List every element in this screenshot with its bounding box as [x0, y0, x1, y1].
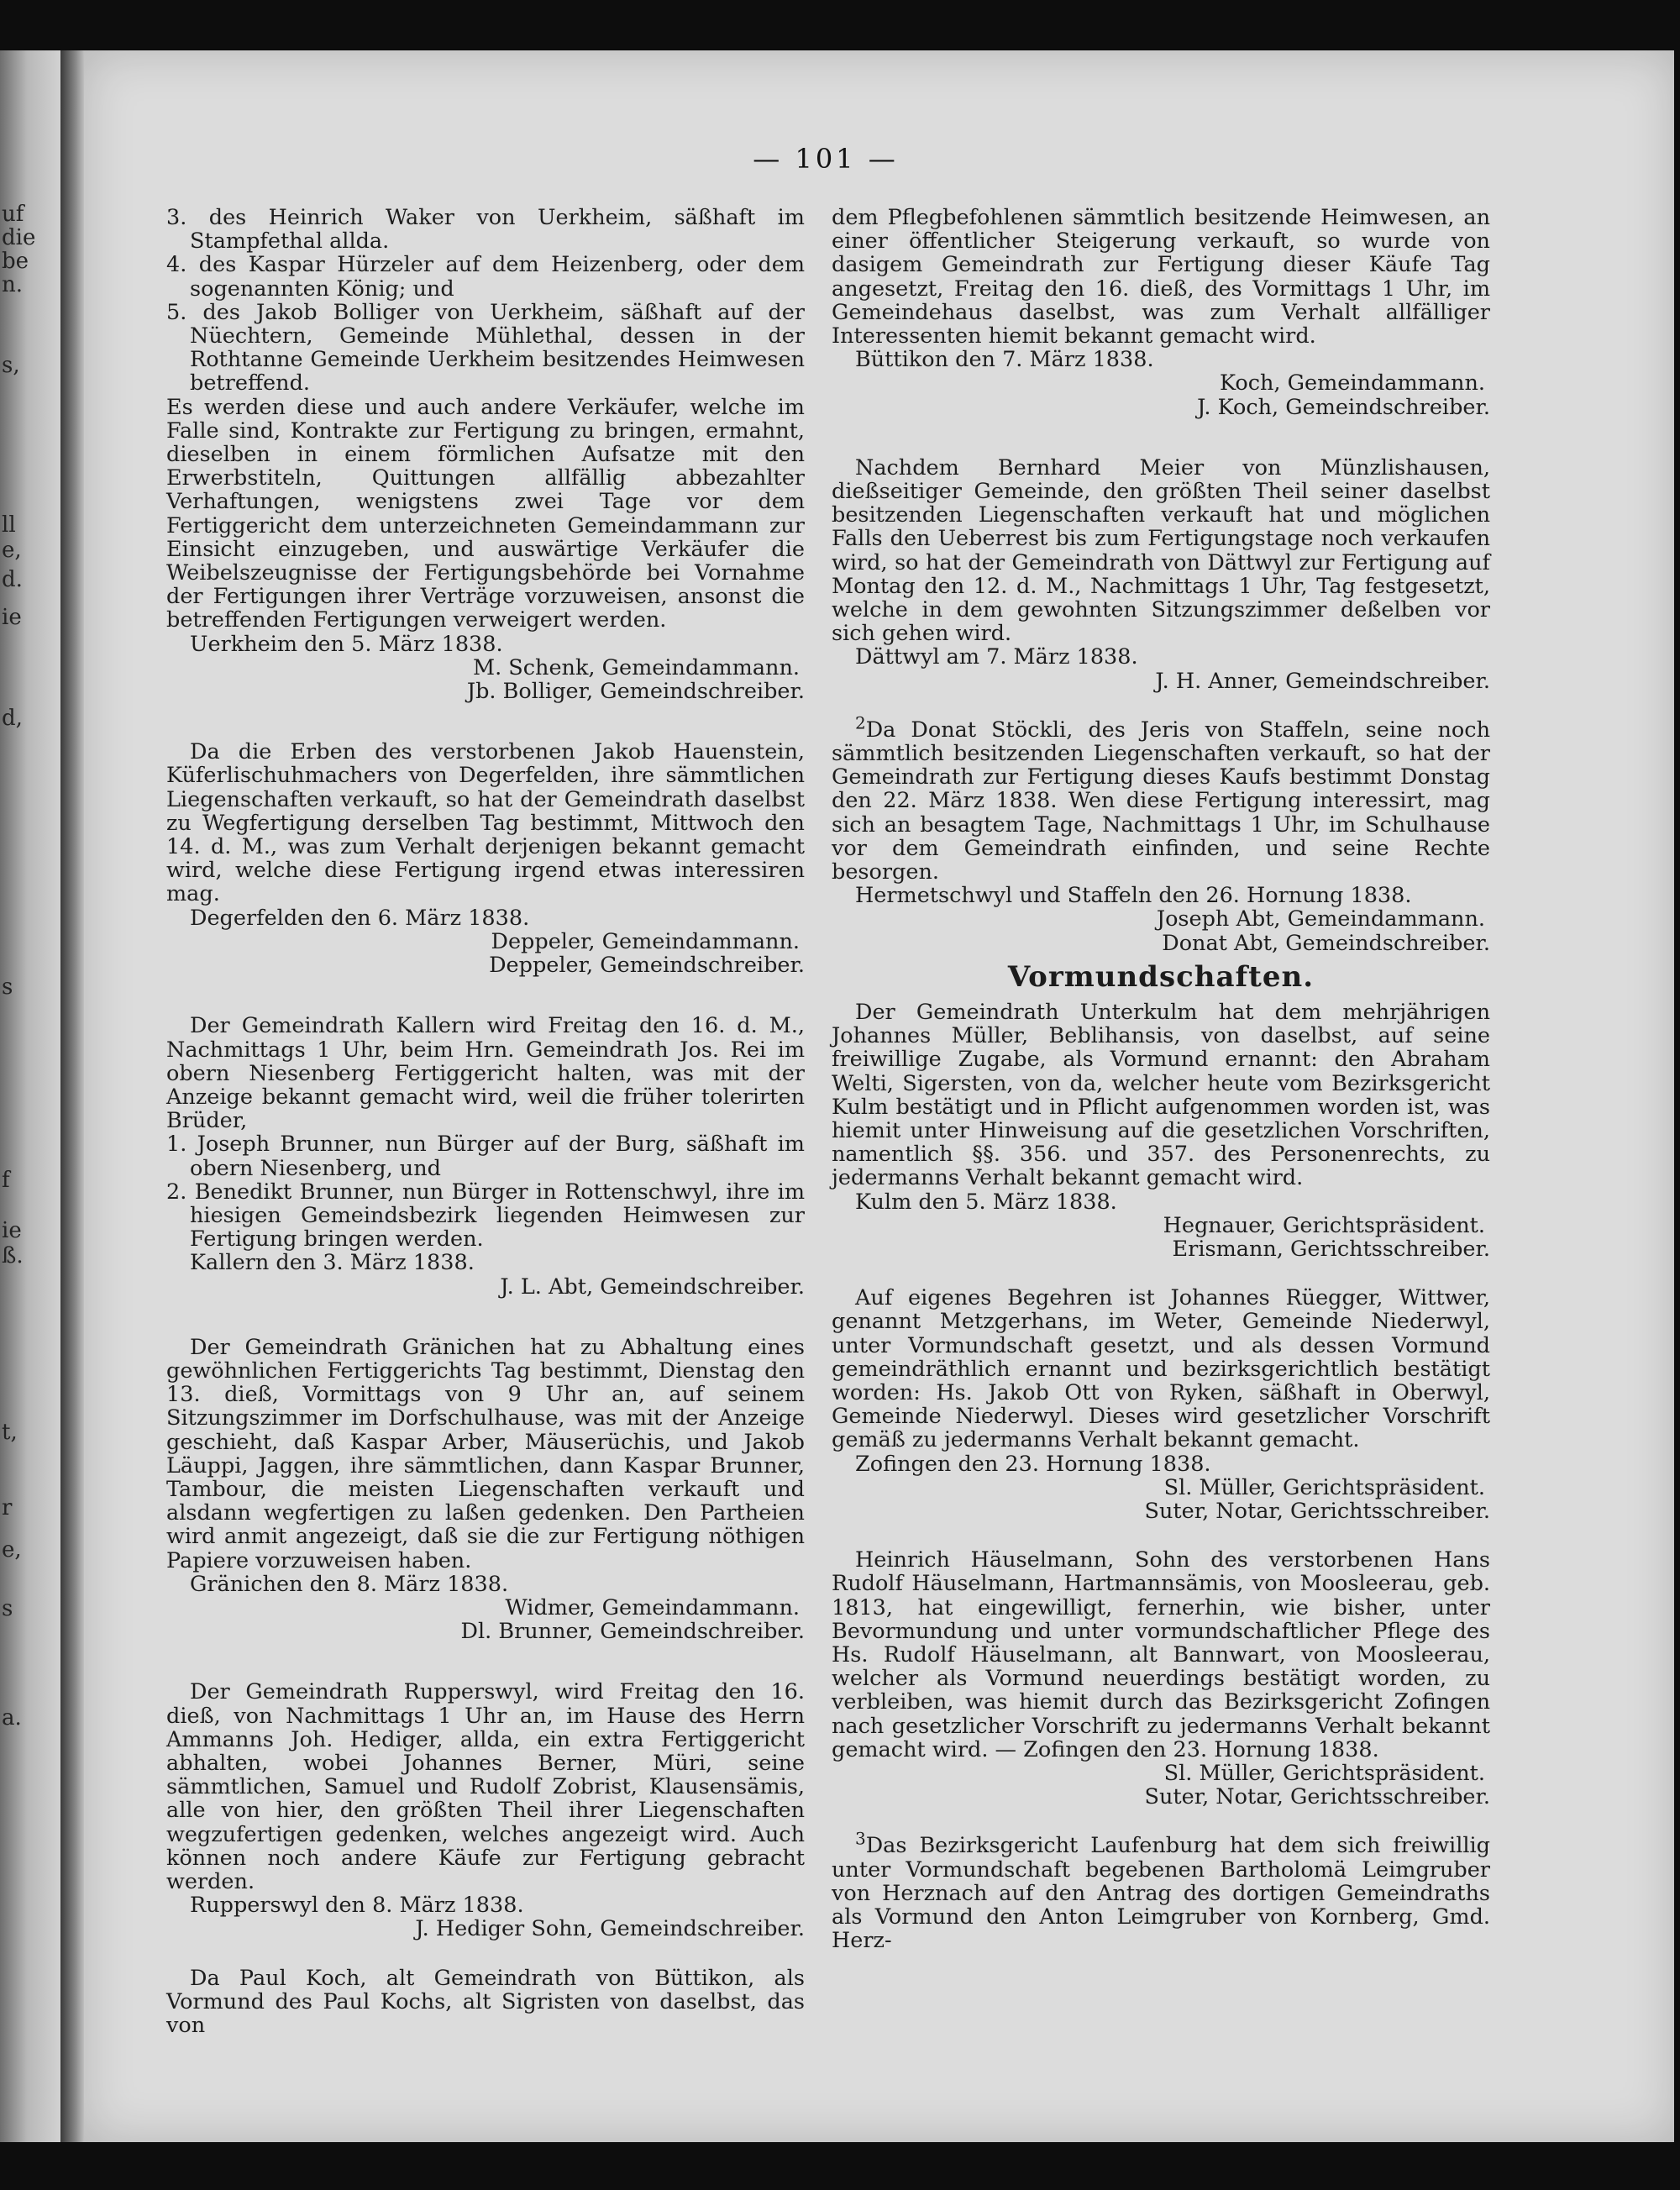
signature: Widmer, Gemeindammann.: [505, 1594, 800, 1620]
margin-fragment: e,: [2, 1537, 22, 1562]
signature: J. Hediger Sohn, Gemeindschreiber.: [415, 1916, 805, 1942]
signature: J. L. Abt, Gemeindschreiber.: [500, 1274, 805, 1300]
notice-kallern: [166, 1014, 805, 1298]
notice-haeuselmann: [832, 1548, 1490, 1809]
notice-place-date: Büttikon den 7. März 1838.: [855, 347, 1154, 373]
margin-fragment: ie: [2, 1218, 22, 1243]
list-item: 5. des Jakob Bolliger von Uerkheim, säßhaft auf der Nüechtern, Gemeinde Mühlethal, dessen in der Rothtanne Gemeinde Uerkheim besitzendes Heimwesen betreffend.: [166, 299, 805, 397]
signature: Hegnauer, Gerichtspräsident.: [1163, 1212, 1485, 1238]
notice-body: dem Pflegbefohlenen sämmtlich besitzende Heimwesen, an einer öffentlicher Steigerung verkauft, so wurde von dasigem Gemeindrath zur Fertigung dieser Käufe Tag angesetzt, Freitag den 16. dieß, des Vormittags 1 Uhr, im Gemeindehaus daselbst, was zum Verhalt allfälliger Interessenten hiemit bekannt gemacht wird.: [832, 205, 1490, 349]
notice-body: Heinrich Häuselmann, Sohn des verstorbenen Hans Rudolf Häuselmann, Hartmannsämis, von Moosleerau, geb. 1813, hat eingewilligt, fernerhin, wie bisher, unter Bevormundung und unter vormundschaftlicher Pflege des Hs. Rudolf Häuselmann, alt Bannwart, von Moosleerau, welcher als Vormund neuerdings bestätigt worden, zu verbleiben, was hiemit durch das Bezirksgericht Zofingen nach gesetzlicher Vorschrift zu jedermanns Verhalt bekannt gemacht wird. — Zofingen den 23. Hornung 1838.: [832, 1547, 1490, 1762]
list-item: 4. des Kaspar Hürzeler auf dem Heizenberg, oder dem sogenannten König; und: [166, 252, 805, 302]
signature: Joseph Abt, Gemeindammann.: [1156, 906, 1485, 932]
notice-graenichen: [166, 1336, 805, 1644]
list-item: 1. Joseph Brunner, nun Bürger auf der Burg, säßhaft im obern Niesenberg, und: [166, 1132, 805, 1181]
book-gutter: [60, 50, 86, 2142]
margin-fragment: a.: [2, 1705, 22, 1730]
margin-fragment: s,: [2, 353, 20, 378]
notice-niederwyl: [832, 1286, 1490, 1523]
notice-body: Nachdem Bernhard Meier von Münzlishausen, dießseitiger Gemeinde, den größten Theil seiner daselbst besitzenden Liegenschaften verkauft hat und möglichen Falls den Ueberrest bis zum Fertigungstage noch verkaufen wird, so hat der Gemeindrath von Dättwyl zur Fertigung auf Montag den 12. d. M., Nachmittags 1 Uhr, Tag festgesetzt, welche in dem gewohnten Sitzungszimmer deßelben vor sich gehen wird.: [832, 454, 1490, 647]
notice-text: Das Bezirksgericht Laufenburg hat dem sich freiwillig unter Vormundschaft begebenen Bartholomä Leimgruber von Herznach auf den Antrag des dortigen Gemeindraths als Vormund den Anton Leimgruber von Kornberg, Gmd. Herz-: [832, 1833, 1490, 1954]
margin-fragment: uf: [2, 202, 24, 227]
signature: Donat Abt, Gemeindschreiber.: [1162, 930, 1490, 956]
margin-fragment: d,: [2, 706, 23, 731]
notice-place-date: Hermetschwyl und Staffeln den 26. Hornung 1838.: [855, 883, 1412, 909]
margin-fragment: n.: [2, 272, 24, 297]
margin-fragment: t,: [2, 1420, 18, 1445]
notice-place-date: Zofingen den 23. Hornung 1838.: [855, 1451, 1211, 1477]
notice-place-date: Kulm den 5. März 1838.: [855, 1189, 1117, 1215]
notice-staffeln: [832, 712, 1490, 956]
notice-place-date: Gränichen den 8. März 1838.: [190, 1571, 509, 1597]
signature: Sl. Müller, Gerichtspräsident.: [1163, 1760, 1485, 1786]
notice-body: Da die Erben des verstorbenen Jakob Hauenstein, Küferlischuhmachers von Degerfelden, ihre sämmtlichen Liegenschaften verkauft, so hat der Gemeindrath daselbst zu Wegfertigung derselben Tag bestimmt, Mittwoch den 14. d. M., was zum Verhalt derjenigen bekannt gemacht wird, welche diese Fertigung irgend etwas interessiren mag.: [166, 739, 805, 907]
list-item: 2. Benedikt Brunner, nun Bürger in Rottenschwyl, ihre im hiesigen Gemeindsbezirk liegenden Heimwesen zur Fertigung bringen werden.: [166, 1179, 805, 1253]
margin-fragment: ll: [2, 512, 16, 538]
left-column: [166, 206, 805, 2037]
signature: J. Koch, Gemeindschreiber.: [1197, 394, 1490, 420]
notice-body: Der Gemeindrath Gränichen hat zu Abhaltung eines gewöhnlichen Fertiggerichts Tag bestimmt, Dienstag den 13. dieß, Vormittags von 9 Uhr an, auf seinem Sitzungszimmer im Dorfschulhause, was mit der Anzeige geschieht, daß Kaspar Arber, Mäuserüchis, und Jakob Läuppi, Jaggen, ihre sämmtlichen, dann Kaspar Brunner, Tambour, die meisten Liegenschaften verkauft und alsdann wegfertigen zu laßen gedenken. Den Partheien wird anmit angezeigt, daß sie die zur Fertigung nöthigen Papiere vorzuweisen haben.: [166, 1334, 805, 1573]
footnote-mark: 2: [855, 712, 866, 733]
margin-fragment: d.: [2, 567, 23, 592]
notice-body: [832, 712, 1490, 885]
signature: M. Schenk, Gemeindammann.: [472, 654, 800, 680]
notice-daettwyl: [832, 456, 1490, 693]
notice-body: Da Paul Koch, alt Gemeindrath von Büttikon, als Vormund des Paul Kochs, alt Sigristen von daselbst, das von: [166, 1965, 805, 2039]
notice-body: Der Gemeindrath Rupperswyl, wird Freitag den 16. dieß, von Nachmittags 1 Uhr an, im Hause des Herrn Ammanns Joh. Hediger, allda, ein extra Fertiggericht abhalten, wobei Johannes Berner, Müri, seine sämmtlichen, Samuel und Rudolf Zobrist, Klausensämis, alle von hier, den größten Theil ihrer Liegenschaften wegzufertigen gedenken, welches angezeigt wird. Auch können noch andere Käufe zur Fertigung gebracht werden.: [166, 1679, 805, 1894]
margin-fragment: be: [2, 249, 29, 274]
margin-fragment: ß.: [2, 1243, 24, 1268]
signature: Deppeler, Gemeindammann.: [491, 928, 800, 954]
margin-fragment: e,: [2, 538, 22, 563]
margin-fragment: r: [2, 1495, 13, 1520]
signature: Erismann, Gerichtsschreiber.: [1172, 1236, 1490, 1262]
notice-body: [832, 1828, 1490, 1954]
notice-buettikon-start: [166, 1967, 805, 2038]
notice-place-date: Uerkheim den 5. März 1838.: [190, 631, 503, 657]
section-heading: Vormundschaften.: [1007, 959, 1315, 994]
list-item: 3. des Heinrich Waker von Uerkheim, säßhaft im Stampfethal allda.: [166, 205, 805, 255]
notice-degerfelden: [166, 740, 805, 977]
scan-edge: [1674, 50, 1680, 2142]
notice-buettikon: [832, 206, 1490, 419]
notice-text: Da Donat Stöckli, des Jeris von Staffeln, seine noch sämmtlich besitzenden Liegenschaften verkauft, so hat der Gemeindrath zur Fertigung dieses Kaufs bestimmt Donstag den 22. März 1838. Wen diese Fertigung interessirt, mag sich an besagtem Tage, Nachmittags 1 Uhr, im Schulhause vor dem Gemeindrath einfinden, und seine Rechte besorgen.: [832, 717, 1490, 885]
notice-body: Es werden diese und auch andere Verkäufer, welche im Falle sind, Kontrakte zur Fertigung zu bringen, ermahnt, dieselben in einem förmlichen Aufsatze mit den Erwerbstiteln, Quittungen allfällig abbezahlter Verhaftungen, wenigstens zwei Tage vor dem Fertiggericht dem unterzeichneten Gemeindammann zur Einsicht einzugeben, und auswärtige Verkäufer die Weibelszeugnisse der Fertigungsbehörde bei Vornahme der Fertigungen ihrer Verträge vorzuweisen, ansonst die betreffenden Fertigungen verweigert werden.: [166, 394, 805, 633]
notice-body: Der Gemeindrath Kallern wird Freitag den 16. d. M., Nachmittags 1 Uhr, beim Hrn. Gemeindrath Jos. Rei im obern Niesenberg Fertiggericht halten, was mit der Anzeige bekannt gemacht wird, weil die früher tolerirten Brüder,: [166, 1013, 805, 1134]
right-column: [832, 206, 1490, 1952]
margin-fragment: s: [2, 1596, 13, 1621]
signature: Jb. Bolliger, Gemeindschreiber.: [466, 679, 805, 705]
signature: Suter, Notar, Gerichtsschreiber.: [1144, 1498, 1490, 1524]
margin-fragment: ie: [2, 605, 22, 630]
margin-fragment: f: [2, 1168, 10, 1193]
signature: Suter, Notar, Gerichtsschreiber.: [1144, 1784, 1490, 1810]
notice-body: Auf eigenes Begehren ist Johannes Rüegger, Wittwer, genannt Metzgerhans, im Weter, Gemeinde Niederwyl, unter Vormundschaft gesetzt, und als dessen Vormund gemeindräthlich ernannt und bezirksgerichtlich bestätigt worden: Hs. Jakob Ott von Ryken, säßhaft in Oberwyl, Gemeinde Niederwyl. Dieses wird gesetzlicher Vorschrift gemäß zu jedermanns Verhalt bekannt gemacht.: [832, 1285, 1490, 1453]
signature: Koch, Gemeindammann.: [1220, 370, 1485, 397]
signature: Sl. Müller, Gerichtspräsident.: [1163, 1474, 1485, 1500]
signature: J. H. Anner, Gemeindschreiber.: [1155, 668, 1490, 694]
signature: Dl. Brunner, Gemeindschreiber.: [460, 1619, 805, 1645]
page-number: — 101 —: [753, 143, 899, 175]
notice-place-date: Degerfelden den 6. März 1838.: [190, 905, 530, 931]
notice-uerkheim: [166, 206, 805, 703]
footnote-mark: 3: [855, 1828, 866, 1849]
notice-laufenburg: [832, 1828, 1490, 1954]
notice-unterkulm: [832, 1000, 1490, 1261]
notice-body: Der Gemeindrath Unterkulm hat dem mehrjährigen Johannes Müller, Beblihansis, von daselbst, auf seine freiwillige Zugabe, als Vormund ernannt: den Abraham Welti, Sigersten, von da, welcher heute vom Bezirksgericht Kulm bestätigt und in Pflicht aufgenommen worden ist, was hiemit unter Hinweisung auf die gesetzlichen Vorschriften, namentlich §§. 356. und 357. des Personenrechts, zu jedermanns Verhalt bekannt gemacht wird.: [832, 999, 1490, 1191]
margin-fragment: s: [2, 974, 13, 1000]
notice-rupperswyl: [166, 1680, 805, 1941]
margin-fragment: die: [2, 225, 36, 250]
signature: Deppeler, Gemeindschreiber.: [489, 953, 805, 979]
notice-place-date: Dättwyl am 7. März 1838.: [855, 644, 1138, 670]
notice-place-date: Rupperswyl den 8. März 1838.: [190, 1893, 524, 1919]
notice-place-date: Kallern den 3. März 1838.: [190, 1250, 475, 1276]
adjacent-page-edge: [0, 50, 60, 2142]
